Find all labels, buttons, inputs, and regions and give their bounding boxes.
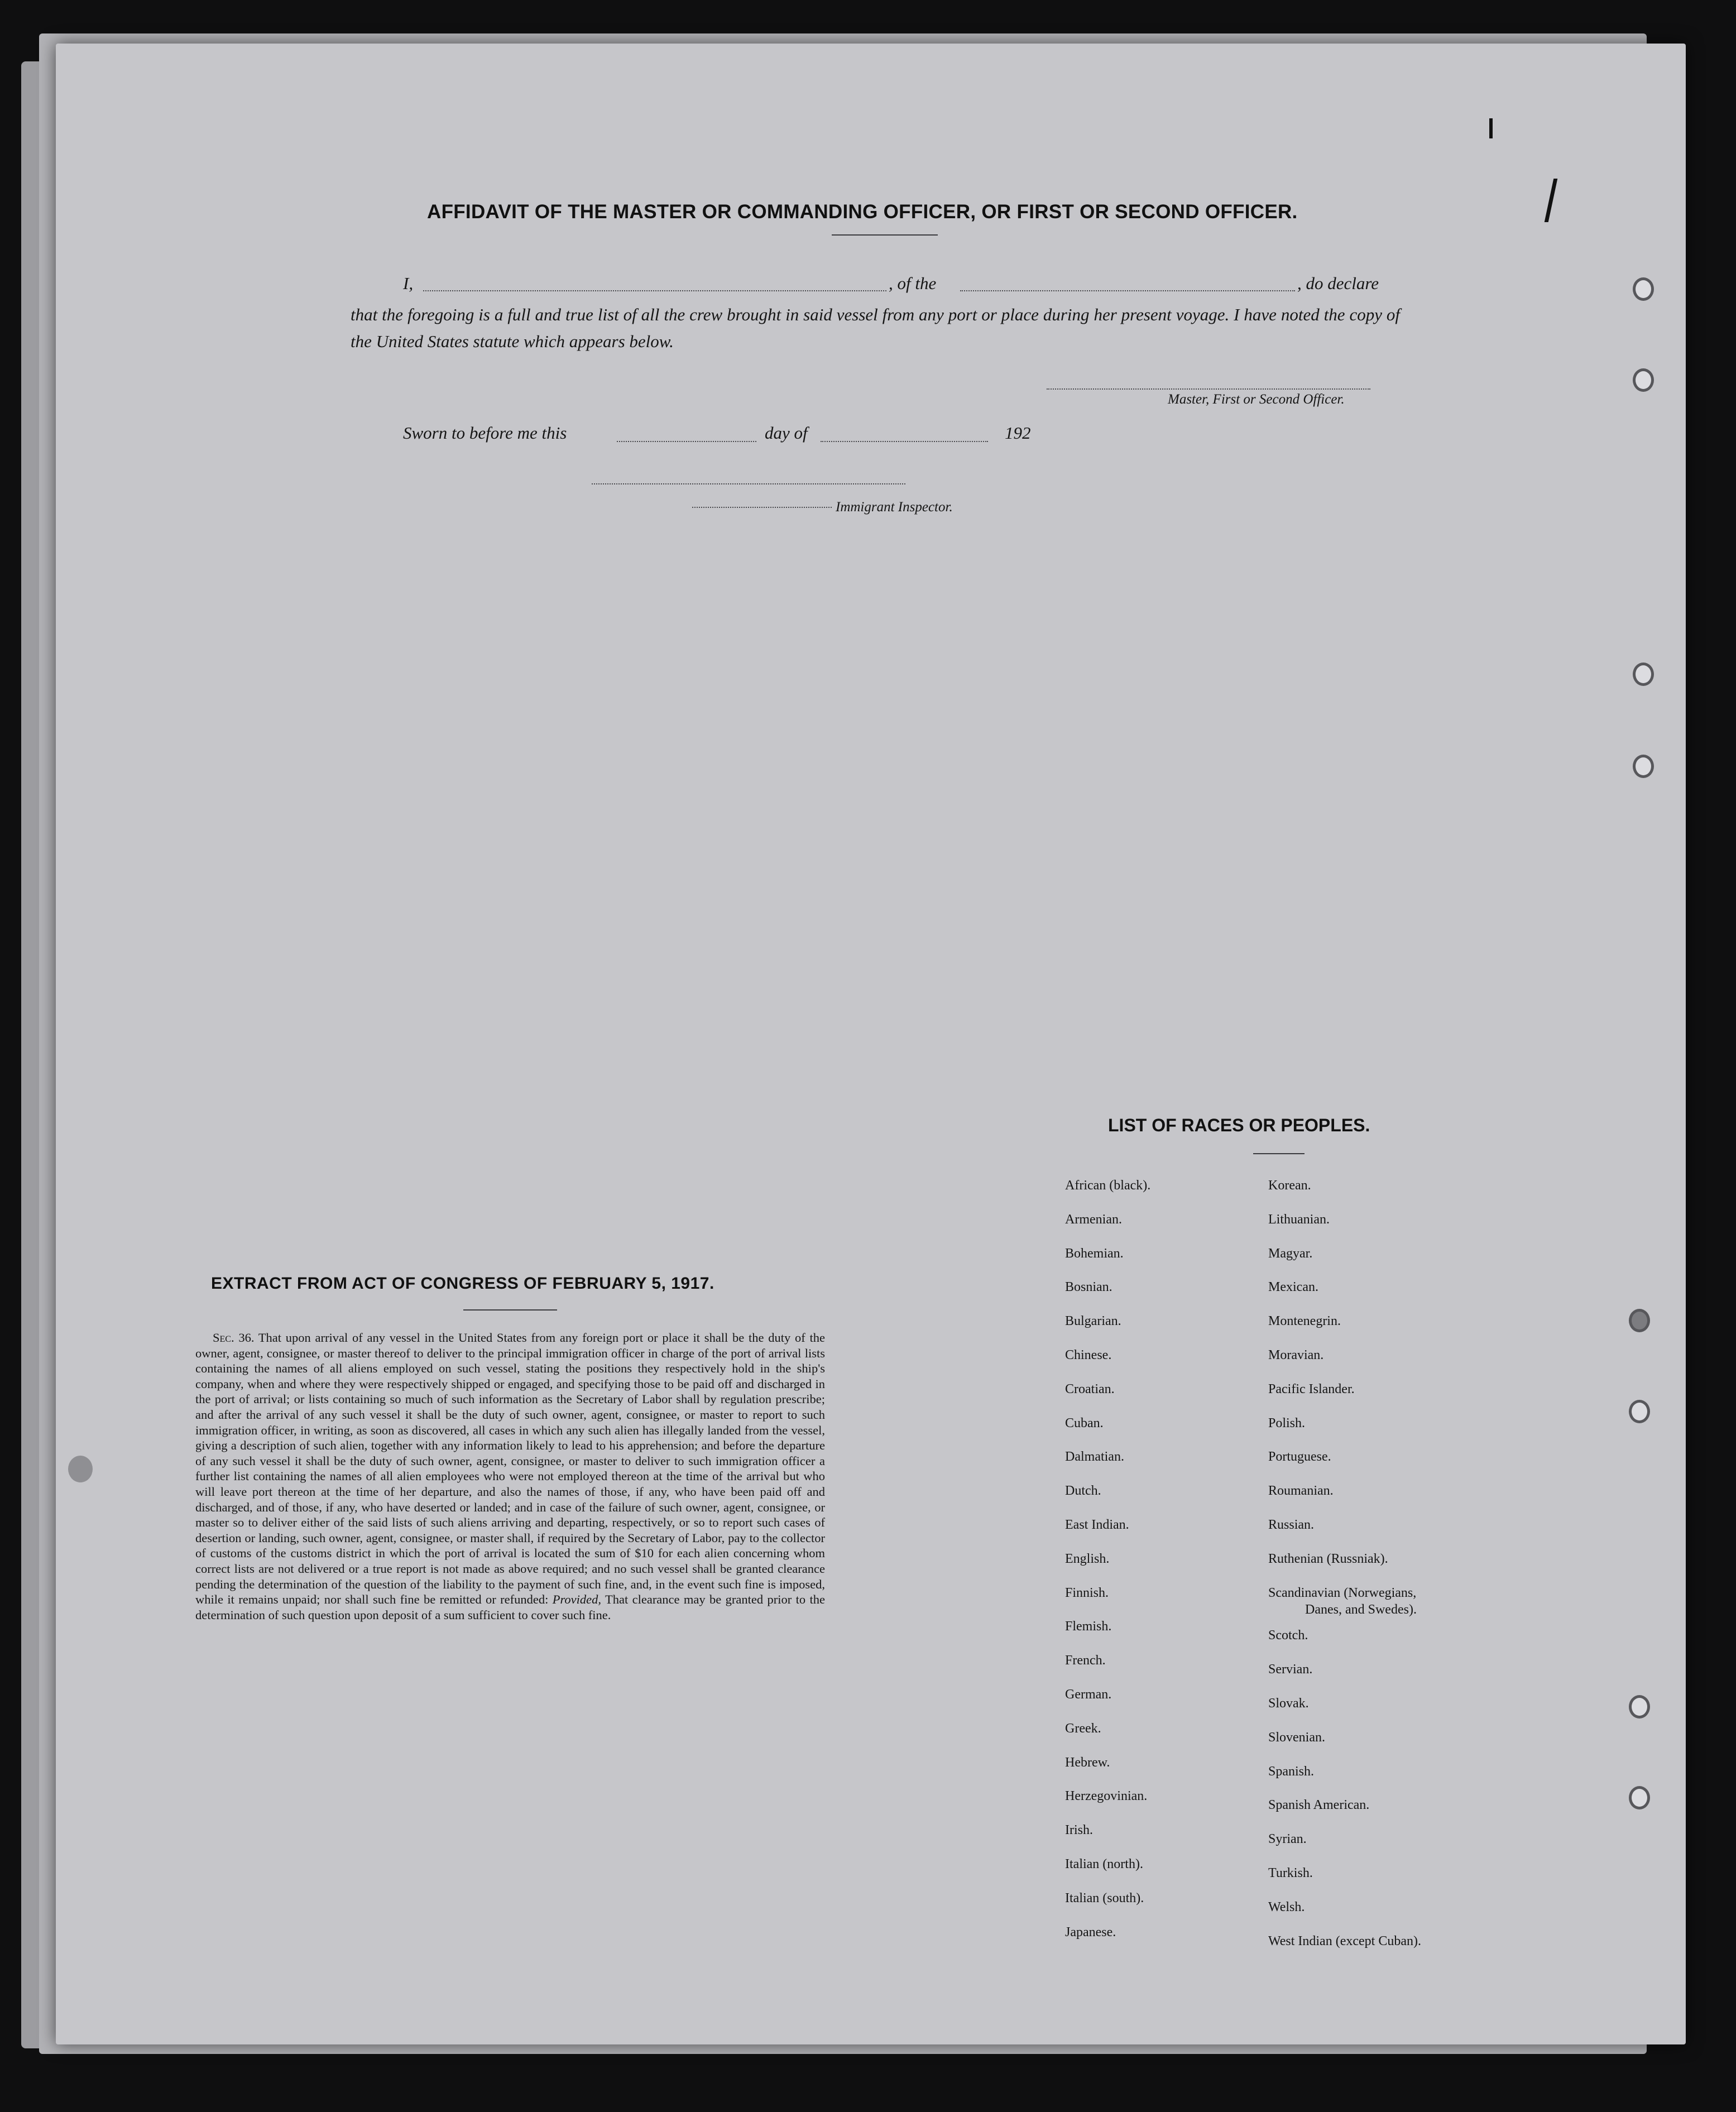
race-item: Servian. <box>1268 1662 1313 1677</box>
race-item: Irish. <box>1065 1823 1093 1838</box>
race-item: Turkish. <box>1268 1866 1313 1880</box>
inspector-caption: Immigrant Inspector. <box>836 500 953 515</box>
sworn-day-line[interactable] <box>617 441 756 442</box>
punch-hole <box>1629 1400 1650 1423</box>
punch-hole <box>1633 663 1654 686</box>
sworn-day-of: day of <box>765 423 808 443</box>
race-item: Herzegovinian. <box>1065 1789 1148 1804</box>
race-item: Montenegrin. <box>1268 1314 1341 1329</box>
punch-hole <box>1629 1786 1650 1809</box>
race-item: Portuguese. <box>1268 1449 1331 1465</box>
master-caption: Master, First or Second Officer. <box>1168 392 1345 407</box>
sworn-month-line[interactable] <box>821 441 988 442</box>
sworn-text: Sworn to before me this <box>403 423 567 443</box>
race-item: Polish. <box>1268 1415 1306 1431</box>
extract-text-part2: That clearance may be granted prior to the determination of such question upon deposit of a sum sufficient to cover such fine. <box>195 1592 826 1622</box>
race-item: Ruthenian (Russniak). <box>1268 1551 1388 1566</box>
race-item: Syrian. <box>1268 1832 1307 1847</box>
race-item: Bohemian. <box>1065 1246 1124 1261</box>
punch-hole-left <box>68 1456 93 1482</box>
race-item: Welsh. <box>1268 1899 1305 1914</box>
vessel-name-line[interactable] <box>960 290 1295 291</box>
extract-title-rule <box>463 1309 557 1311</box>
race-item: Armenian. <box>1065 1212 1122 1227</box>
extract-title: EXTRACT FROM ACT OF CONGRESS OF FEBRUARY 5, 1917. <box>211 1274 714 1293</box>
declaration-i: I, <box>403 273 414 293</box>
race-item: Japanese. <box>1065 1924 1116 1940</box>
punch-hole <box>1633 277 1654 301</box>
inspector-signature-line[interactable] <box>592 483 905 484</box>
race-item: Dalmatian. <box>1065 1449 1124 1465</box>
extract-body <box>195 1330 825 1623</box>
provided-keyword: Provided, <box>552 1592 601 1607</box>
race-item: Russian. <box>1268 1518 1315 1532</box>
race-item: Cuban. <box>1065 1415 1104 1431</box>
declaration-paragraph: that the foregoing is a full and true list of all the crew brought in said vessel from any port or place during her present voyage. I have noted the copy of the United States statute which appears below. <box>351 305 1400 351</box>
declaration-of-the: , of the <box>889 273 937 293</box>
race-item: Chinese. <box>1065 1348 1112 1362</box>
race-item: Scandinavian (Norwegians, <box>1268 1585 1417 1600</box>
race-item: Magyar. <box>1268 1246 1313 1261</box>
race-item: Bosnian. <box>1065 1280 1112 1295</box>
race-item-scandinavian-cont: Danes, and Swedes). <box>1305 1602 1417 1617</box>
race-item: Korean. <box>1268 1178 1311 1193</box>
race-item: Dutch. <box>1065 1484 1101 1499</box>
race-item: Bulgarian. <box>1065 1314 1121 1329</box>
race-item: German. <box>1065 1687 1112 1702</box>
race-item: East Indian. <box>1065 1518 1129 1532</box>
race-item: Scotch. <box>1268 1628 1308 1643</box>
race-item: Lithuanian. <box>1268 1212 1330 1227</box>
section-label: Sec. 36. <box>213 1331 255 1345</box>
master-name-line[interactable] <box>423 290 886 291</box>
race-item: Croatian. <box>1065 1381 1115 1396</box>
race-item: French. <box>1065 1653 1106 1668</box>
punch-hole <box>1629 1309 1650 1332</box>
extract-text-part1: That upon arrival of any vessel in the United States from any foreign port or place it shall be the duty of the owner, agent, consignee, or master thereof to deliver to the principal immigration officer in charge of the port of arrival lists containing the names of all aliens employed on such vessel, stating the positions they respectively hold in the ship's company, when and where they were respectively shipped or engaged, and specifying those to be paid off and discharged in the port of arrival; or lists containing so much of such information as the Secretary of Labor shall by regulation prescribe; and after the arrival of any such vessel it shall be the duty of such owner, agent, consignee, or master to report to such immigration officer, in writing, as soon as discovered, all cases in which any such alien has illegally landed from the vessel, giving a description of such alien, together with any information likely to lead to his apprehension; and before the departure of any such vessel it shall be the duty of such owner, agent, consignee, or master to deliver to such immigration officer a further list containing the names of all alien employees who were not employed thereon at the time of the arrival but who will leave port thereon at the time of her departure, and also the names of those, if any, who have been paid off and discharged, and of those, if any, who have deserted or landed; and in case of the failure of such owner, agent, consignee, or master so to deliver either of the said lists of such aliens arriving and departing, respectively, or so to report such cases of desertion or landing, such owner, agent, consignee, or master shall, if required by the Secretary of Labor, pay to the collector of customs of the customs district in which the port of arrival is located the sum of $10 for each alien concerning whom correct lists are not delivered or a true report is not made as above required; and no such vessel shall be granted clearance pending the determination of the question of the liability to the payment of such fine, and, in the event such fine is imposed, while it remains unpaid; nor shall such fine be remitted or refunded: <box>195 1331 826 1607</box>
race-item: Spanish American. <box>1268 1798 1370 1813</box>
race-item: Hebrew. <box>1065 1755 1110 1770</box>
race-item: English. <box>1065 1551 1110 1566</box>
race-item: African (black). <box>1065 1178 1151 1193</box>
race-item: Finnish. <box>1065 1585 1109 1600</box>
race-item: West Indian (except Cuban). <box>1268 1933 1421 1948</box>
race-item: Moravian. <box>1268 1348 1324 1362</box>
race-item: Mexican. <box>1268 1280 1318 1295</box>
race-item: Flemish. <box>1065 1619 1112 1634</box>
pen-mark <box>1489 118 1493 138</box>
race-item: Slovenian. <box>1268 1730 1325 1745</box>
declaration-declare: , do declare <box>1297 273 1379 293</box>
punch-hole <box>1633 368 1654 392</box>
sworn-year: 192 <box>1005 423 1031 443</box>
inspector-caption-line <box>692 507 832 508</box>
race-item: Greek. <box>1065 1721 1101 1736</box>
race-item: Roumanian. <box>1268 1484 1334 1499</box>
races-title-rule <box>1253 1153 1305 1154</box>
race-item: Spanish. <box>1268 1764 1315 1779</box>
punch-hole <box>1629 1695 1650 1719</box>
affidavit-title: AFFIDAVIT OF THE MASTER OR COMMANDING OFFICER, OR FIRST OR SECOND OFFICER. <box>427 201 1298 223</box>
master-signature-line[interactable] <box>1047 388 1370 390</box>
race-item: Italian (north). <box>1065 1857 1143 1871</box>
punch-hole <box>1633 755 1654 778</box>
affidavit-title-rule <box>832 234 938 236</box>
race-item: Pacific Islander. <box>1268 1381 1355 1396</box>
races-title: LIST OF RACES OR PEOPLES. <box>1108 1115 1370 1135</box>
race-item: Italian (south). <box>1065 1890 1144 1905</box>
race-item: Slovak. <box>1268 1696 1309 1711</box>
